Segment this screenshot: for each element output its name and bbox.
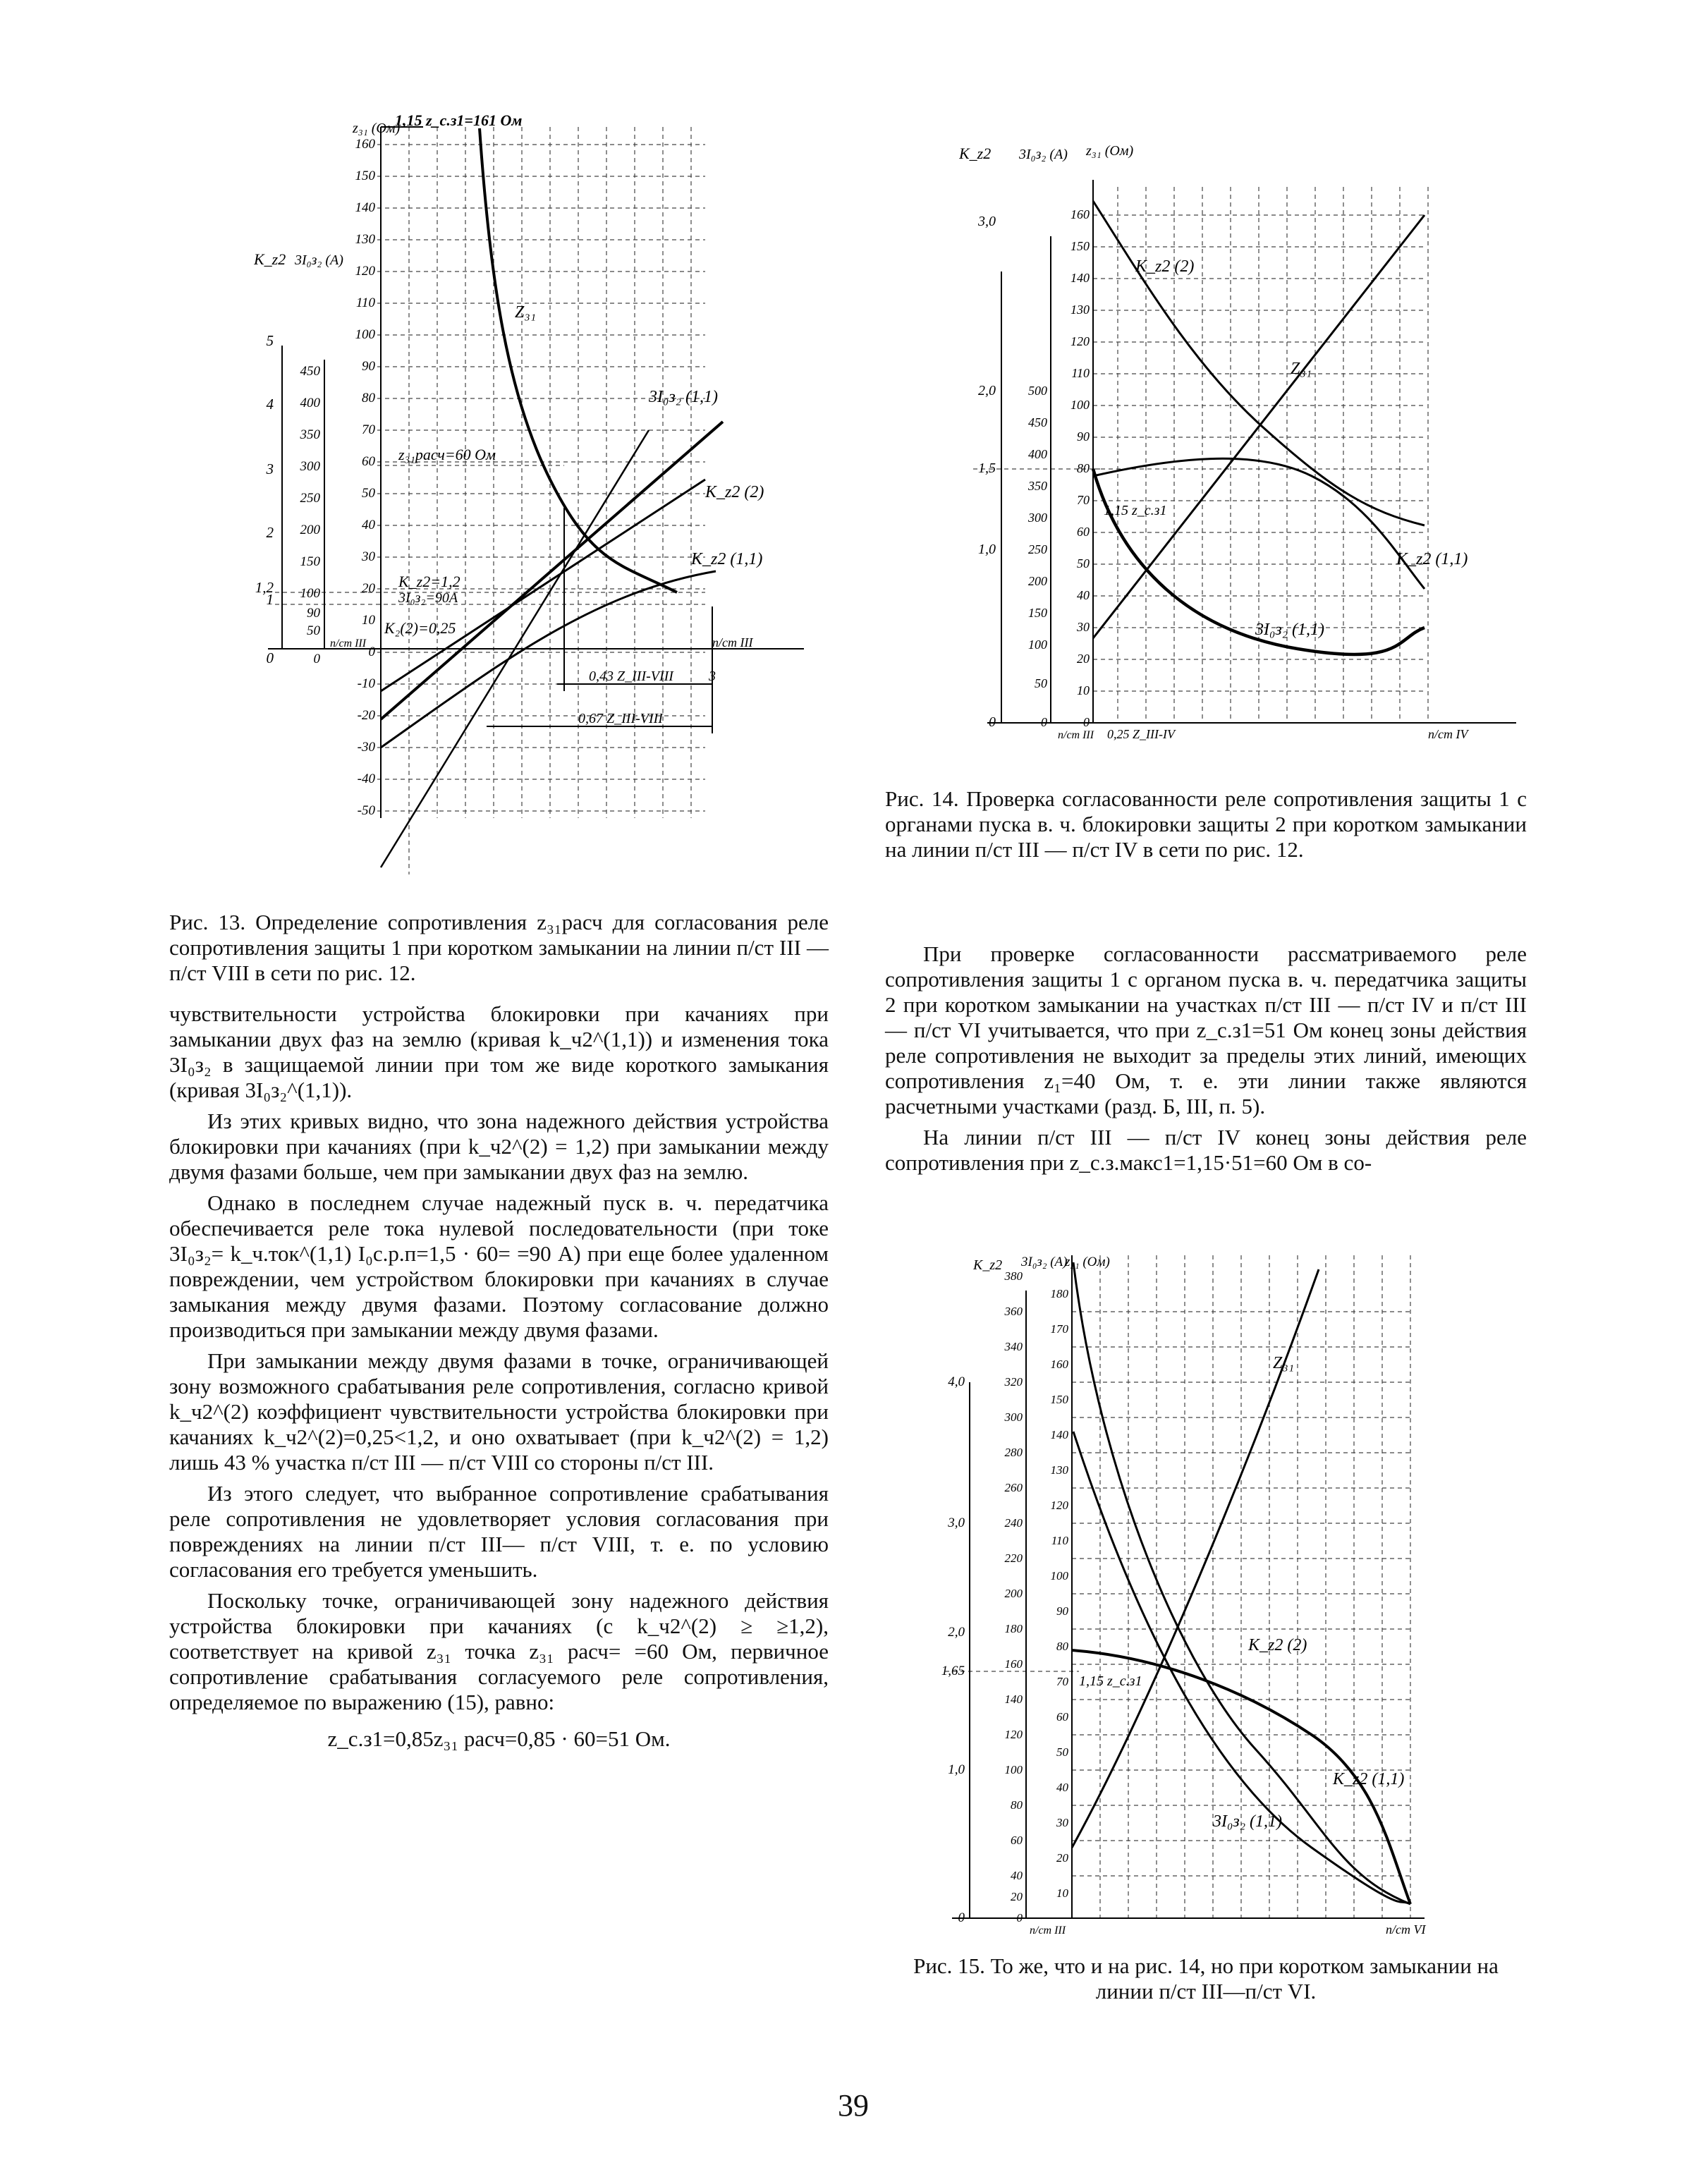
- right-column-text: [885, 941, 1527, 1181]
- fig15-k-tick: 2,0: [948, 1625, 965, 1640]
- fig13-i-tick: 250: [300, 491, 320, 506]
- fig13-z-tick: 120: [355, 264, 375, 279]
- fig13-z-tick: 40: [362, 518, 375, 532]
- fig14-z-tick: 150: [1070, 239, 1090, 253]
- fig15-z-tick: 110: [1051, 1534, 1068, 1547]
- fig14-k-tick: 1,5: [978, 461, 996, 476]
- fig15-z115: 1,15 z_c.з1: [1079, 1673, 1142, 1689]
- fig15-z-tick: 60: [1056, 1710, 1068, 1724]
- fig15-i-tick: 220: [1004, 1551, 1023, 1565]
- fig13-z-tick: 110: [355, 295, 375, 310]
- fig15-curve-k11: K_z2 (1,1): [1333, 1770, 1405, 1788]
- fig14-i-tick: 250: [1028, 542, 1047, 556]
- fig14-z-tick: 90: [1077, 429, 1090, 444]
- fig15-z-tick: 120: [1050, 1499, 1068, 1512]
- fig15-k-tick: 0: [958, 1910, 965, 1925]
- fig15-i-tick: 260: [1004, 1481, 1023, 1494]
- fig13-ncm3: п/ст III: [712, 635, 753, 650]
- fig13-k-tick: 2: [266, 524, 274, 541]
- fig15-i-tick: 380: [1004, 1269, 1023, 1283]
- fig15-i-tick: 200: [1004, 1587, 1023, 1600]
- fig15-k-axis-label: K_z2: [973, 1257, 1003, 1273]
- fig13-z-tick: 80: [362, 391, 375, 405]
- fig13-z-tick: -20: [357, 708, 375, 723]
- figure-14-caption: Рис. 14. Проверка согласованности реле сопротивления защиты 1 с органами пуска в. ч. блокировки защиты 2 при коротком замыкании на линии п/ст III — п/ст IV в сети по рис. 12.: [885, 786, 1527, 862]
- fig14-i-tick: 50: [1035, 676, 1047, 690]
- fig15-z-tick: 140: [1050, 1428, 1068, 1441]
- fig13-d067: 0,67 Z_III-VIII: [578, 711, 663, 726]
- fig15-z-tick: 90: [1056, 1604, 1068, 1618]
- fig14-i-axis-label: 3I₀з₂ (А): [1019, 147, 1068, 162]
- fig14-z-tick: 130: [1070, 303, 1090, 317]
- fig15-i-tick: 60: [1011, 1834, 1023, 1847]
- fig14-z-tick: 110: [1071, 366, 1090, 380]
- fig14-z-tick: 160: [1070, 207, 1090, 221]
- fig15-curve-3I0: 3I₀з₂ (1,1): [1213, 1812, 1283, 1831]
- fig13-i-tick: 150: [300, 554, 320, 569]
- fig15-z-axis-label: z₃₁ (Ом): [1065, 1255, 1110, 1269]
- fig14-curve-k2: K_z2 (2): [1135, 257, 1195, 276]
- fig14-z-tick: 140: [1070, 271, 1090, 285]
- fig13-z-tick: 140: [355, 200, 375, 215]
- paragraph: Однако в последнем случае надежный пуск в. ч. передатчика обеспечивается реле тока нулевой последовательности (при токе 3I₀з₂= k_ч.ток^(1,1) I₀с.р.п=1,5 · 60= =90 А) при еще более удаленном повреждении, чем устройством блокировки при качаниях в случае замыкания между двумя фазами. Поэтому согласование должно производиться при замыкании между двумя фазами.: [169, 1190, 829, 1342]
- figure-14-graph: [959, 130, 1523, 751]
- left-column-text: [169, 1001, 829, 1757]
- fig15-z-tick: 150: [1050, 1393, 1068, 1406]
- fig13-k-axis-label: K_z2: [254, 250, 286, 268]
- fig13-i-tick: 50: [307, 623, 320, 638]
- fig14-i-tick: 100: [1028, 638, 1047, 652]
- fig13-i-tick: 0: [313, 652, 320, 666]
- fig13-z-tick: 60: [362, 454, 375, 469]
- fig14-z-tick: 70: [1077, 493, 1090, 507]
- figure-15-caption: Рис. 15. То же, что и на рис. 14, но при коротком замыкании на линии п/ст III—п/ст VI.: [913, 1953, 1499, 2004]
- fig15-i-axis-label: 3I₀з₂ (А): [1021, 1255, 1068, 1269]
- fig15-k-tick: 1,65: [941, 1664, 965, 1678]
- fig14-d025: 0,25 Z_III-IV: [1107, 727, 1175, 741]
- fig13-zrasch: z₃₁расч=60 Ом: [398, 446, 496, 463]
- figure-13: [254, 113, 804, 874]
- fig14-z-tick: 40: [1077, 588, 1090, 602]
- fig13-z-tick: 70: [362, 422, 375, 437]
- fig15-i-tick: 0: [1016, 1911, 1023, 1925]
- fig14-curve-3I0: 3I₀з₂ (1,1): [1255, 621, 1325, 639]
- fig13-i-tick: 200: [300, 523, 320, 537]
- paragraph: Из этого следует, что выбранное сопротивление срабатывания реле сопротивления не удовлетворяет условия согласования при повреждениях на линии п/ст III— п/ст VIII, т. е. по условию согласования его требуется уменьшить.: [169, 1481, 829, 1582]
- fig13-z-tick: 90: [362, 359, 375, 374]
- fig13-z-tick: -30: [357, 740, 375, 755]
- fig14-curve-z31: Z₃₁: [1291, 360, 1312, 378]
- fig15-z-tick: 50: [1056, 1745, 1068, 1759]
- fig13-i-tick: 100: [300, 586, 320, 601]
- fig13-z-tick: 30: [362, 549, 375, 564]
- fig13-i90: 3I₀з₂=90А: [398, 590, 458, 606]
- fig13-kz12: K_z2=1,2: [398, 573, 460, 590]
- fig13-k-tick: 5: [266, 332, 274, 349]
- fig13-z-tick: -40: [357, 772, 375, 786]
- fig13-z-tick: 50: [362, 486, 375, 501]
- fig15-z-tick: 170: [1050, 1322, 1068, 1336]
- fig13-z31-axis-label: z₃₁ (Ом): [353, 121, 401, 136]
- fig13-z-tick: -50: [357, 803, 375, 818]
- paragraph: При проверке согласованности рассматриваемого реле сопротивления защиты 1 с органом пуска в. ч. передатчика защиты 2 при коротком замыкании на участках п/ст III — п/ст IV и п/ст III — п/ст VI учитывается, что при z_с.з1=51 Ом конец зоны действия реле сопротивления не выходит за пределы этих линий, имеющих сопротивления z₁=40 Ом, т. е. эти линии также являются расчетными участками (разд. Б, III, п. 5).: [885, 941, 1527, 1118]
- figure-13-graph: [254, 113, 804, 874]
- fig13-k-tick: 0: [266, 650, 274, 666]
- fig15-z-tick: 70: [1056, 1675, 1068, 1688]
- fig14-z-tick: 0: [1083, 715, 1090, 729]
- fig15-z-tick: 40: [1056, 1781, 1068, 1794]
- fig14-i-tick: 450: [1028, 415, 1047, 429]
- fig15-ncm3: п/ст III: [1030, 1925, 1066, 1937]
- fig13-i-tick: 450: [300, 364, 320, 379]
- paragraph: Из этих кривых видно, что зона надежного действия устройства блокировки при качаниях (при k_ч2^(2) = 1,2) при замыкании между двумя фазами больше, чем при замыкании двух фаз на землю.: [169, 1109, 829, 1184]
- fig13-i-axis-label: 3I₀з₂ (А): [295, 252, 343, 268]
- page-number: 39: [838, 2088, 869, 2123]
- fig14-z-tick: 100: [1070, 398, 1090, 412]
- fig14-k-tick: 0: [989, 714, 996, 730]
- fig15-i-tick: 20: [1011, 1890, 1023, 1903]
- fig14-ncm3: п/ст III: [1058, 729, 1094, 741]
- fig15-i-tick: 80: [1011, 1798, 1023, 1812]
- fig15-z-tick: 20: [1056, 1851, 1068, 1865]
- fig13-i-tick: 350: [300, 427, 320, 442]
- fig15-z-tick: 130: [1050, 1463, 1068, 1477]
- fig13-d043: 0,43 Z_III-VIII: [589, 669, 673, 684]
- figure-15: [917, 1213, 1530, 1946]
- paragraph: На линии п/ст III — п/ст IV конец зоны действия реле сопротивления при z_с.з.макс1=1,15·51=60 Ом в со-: [885, 1125, 1527, 1175]
- fig15-i-tick: 160: [1004, 1657, 1023, 1671]
- formula: z_с.з1=0,85z₃₁ расч=0,85 · 60=51 Ом.: [327, 1726, 671, 1751]
- fig14-k-axis-label: K_z2: [959, 145, 992, 162]
- paragraph: При замыкании между двумя фазами в точке, ограничивающей зону возможного срабатывания реле сопротивления, согласно кривой k_ч2^(2) коэффициент чувствительности устройства блокировки при качаниях k_ч2^(2)=0,25<1,2, и оно охватывает (при k_ч2^(2) = 1,2) лишь 43 % участка п/ст III — п/ст VIII со стороны п/ст III.: [169, 1348, 829, 1475]
- fig13-z-tick: 20: [362, 581, 375, 596]
- fig14-z-tick: 50: [1077, 556, 1090, 571]
- fig13-z-tick: 150: [355, 169, 375, 183]
- fig13-top-label: 1,15 z_c.з1=161 Ом: [395, 113, 523, 129]
- fig13-k2-025: K₂(2)=0,25: [384, 619, 456, 637]
- fig13-curve-z31: Z₃₁: [515, 303, 537, 322]
- fig14-z-tick: 120: [1070, 334, 1090, 348]
- fig14-z-tick: 20: [1077, 652, 1090, 666]
- fig15-z-tick: 30: [1056, 1816, 1068, 1829]
- fig13-k-tick: 1: [266, 591, 274, 608]
- fig15-i-tick: 320: [1004, 1375, 1023, 1389]
- fig14-curve-k11: K_z2 (1,1): [1396, 550, 1468, 568]
- fig15-z-tick: 100: [1050, 1569, 1068, 1582]
- fig15-i-tick: 40: [1011, 1869, 1023, 1882]
- fig13-z-tick: 160: [355, 137, 375, 152]
- fig14-ncm4: п/ст IV: [1428, 727, 1468, 741]
- paragraph: Поскольку точке, ограничивающей зону надежного действия устройства блокировки при качаниях (с k_ч2^(2) ≥ ≥1,2), соответствует на кривой z₃₁ точка z₃₁ расч= =60 Ом, первичное сопротивление срабатывания согласуемого реле сопротивления, определяемое по выражению (15), равно:: [169, 1588, 829, 1714]
- fig15-z-tick: 180: [1050, 1287, 1068, 1300]
- fig13-z-tick: 10: [362, 613, 375, 628]
- fig13-i-tick: 90: [307, 606, 320, 621]
- fig14-i-tick: 500: [1028, 384, 1047, 398]
- fig14-i-tick: 200: [1028, 574, 1047, 588]
- fig13-z-tick: -10: [357, 676, 375, 691]
- fig13-pt3: 3: [709, 669, 716, 684]
- fig13-k-tick: 1,2: [255, 579, 274, 596]
- fig14-i-tick: 0: [1041, 715, 1047, 729]
- fig13-z-tick: 100: [355, 327, 375, 342]
- fig14-z-axis-label: z₃₁ (Ом): [1086, 143, 1134, 159]
- fig15-i-tick: 100: [1004, 1763, 1023, 1776]
- fig14-i-tick: 400: [1028, 447, 1047, 461]
- fig14-z-tick: 10: [1077, 683, 1090, 697]
- fig13-curve-3I0: 3I₀з₂ (1,1): [649, 388, 719, 406]
- fig15-ncm6: п/ст VI: [1386, 1922, 1426, 1937]
- fig13-z-tick: 0: [368, 645, 375, 659]
- fig15-z-tick: 80: [1056, 1640, 1068, 1653]
- fig15-i-tick: 360: [1004, 1305, 1023, 1318]
- fig13-z-tick: 130: [355, 232, 375, 247]
- fig14-k-tick: 2,0: [978, 383, 996, 398]
- fig15-i-tick: 180: [1004, 1622, 1023, 1635]
- fig15-i-tick: 280: [1004, 1446, 1023, 1459]
- fig15-i-tick: 240: [1004, 1516, 1023, 1530]
- fig14-i-tick: 150: [1028, 606, 1047, 620]
- fig15-i-tick: 140: [1004, 1693, 1023, 1706]
- fig15-i-tick: 340: [1004, 1340, 1023, 1353]
- fig13-k-tick: 4: [266, 396, 274, 413]
- fig13-i-tick: 400: [300, 396, 320, 410]
- fig14-i-tick: 300: [1028, 511, 1047, 525]
- fig14-k-tick: 3,0: [978, 214, 996, 229]
- fig14-z-tick: 30: [1077, 620, 1090, 634]
- fig15-z-tick: 160: [1050, 1358, 1068, 1371]
- fig15-i-tick: 300: [1004, 1410, 1023, 1424]
- fig13-curve-k11: K_z2 (1,1): [691, 550, 763, 568]
- fig15-k-tick: 1,0: [948, 1762, 965, 1777]
- figure-14: [959, 130, 1523, 751]
- fig14-k-tick: 1,0: [978, 542, 996, 557]
- fig14-z115: 1,15 z_c.з1: [1104, 503, 1167, 518]
- fig15-curve-k2: K_z2 (2): [1248, 1636, 1307, 1654]
- fig14-z-tick: 60: [1077, 525, 1090, 539]
- fig14-i-tick: 350: [1028, 479, 1047, 493]
- fig13-i-tick: 300: [300, 459, 320, 474]
- figure-15-graph: [917, 1213, 1530, 1946]
- paragraph: чувствительности устройства блокировки при качаниях при замыкании двух фаз на землю (кривая k_ч2^(1,1)) и изменения тока 3I₀з₂ в защищаемой линии при том же виде короткого замыкания (кривая 3I₀з₂^(1,1)).: [169, 1001, 829, 1102]
- fig15-k-tick: 4,0: [948, 1374, 965, 1389]
- fig15-i-tick: 120: [1004, 1728, 1023, 1741]
- figure-13-caption: Рис. 13. Определение сопротивления z₃₁расч для согласования реле сопротивления защиты 1 при коротком замыкании на линии п/ст III — п/ст VIII в сети по рис. 12.: [169, 910, 829, 985]
- fig15-z-tick: 10: [1056, 1886, 1068, 1900]
- fig15-k-tick: 3,0: [948, 1516, 965, 1530]
- fig13-ncm-left: п/ст III: [330, 638, 367, 650]
- fig13-k-tick: 3: [266, 461, 274, 477]
- fig14-z-tick: 80: [1077, 461, 1090, 475]
- fig13-curve-k2: K_z2 (2): [705, 483, 764, 501]
- fig15-curve-z31: Z₃₁: [1273, 1354, 1295, 1372]
